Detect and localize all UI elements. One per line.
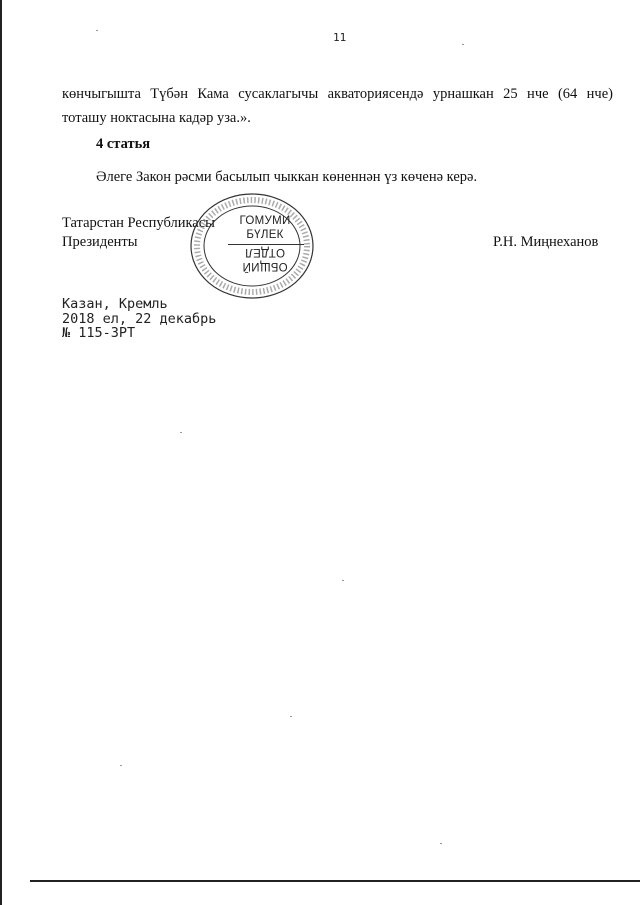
stamp-divider [228,244,304,245]
stamp-text-line-inverted: ОБЩИЙ [242,260,288,272]
scan-speck [342,580,344,581]
paragraph-article-4: Әлеге Закон рәсми басылып чыккан көненнән үз көченә керә. [96,169,478,185]
paragraph-line: көнчыгышта Түбән Кама сусаклагычы акваториясендә урнашкан 25 нче (64 нче) [62,86,613,102]
scan-bottom-edge [30,880,640,882]
scan-speck [462,44,464,45]
scan-speck [290,716,292,717]
signatory-name: Р.Н. Миңнеханов [493,234,599,250]
stamp-text-line: ГОМУМИ [239,215,291,227]
scan-speck [440,843,442,844]
paragraph-continuation [62,82,613,130]
footer-place: Казан, Кремль [62,296,168,312]
footer-law-number: № 115-ЗРТ [62,325,136,341]
signatory-title-line1: Татарстан Республикасы [62,215,215,231]
scan-speck [120,765,122,766]
stamp-text-line: БҮЛЕК [246,229,284,241]
article-heading: 4 статья [96,136,151,152]
paragraph-line: тоташу ноктасына кадәр уза.». [62,110,251,126]
page-number: 11 [333,31,347,44]
signatory-title-line2: Президенты [62,234,138,250]
footer-date: 2018 ел, 22 декабрь [62,311,217,327]
scan-speck [96,30,98,31]
scan-left-edge [0,0,2,905]
stamp-text-line-inverted: ОТДЕЛ [244,246,286,258]
scan-speck [180,432,182,433]
